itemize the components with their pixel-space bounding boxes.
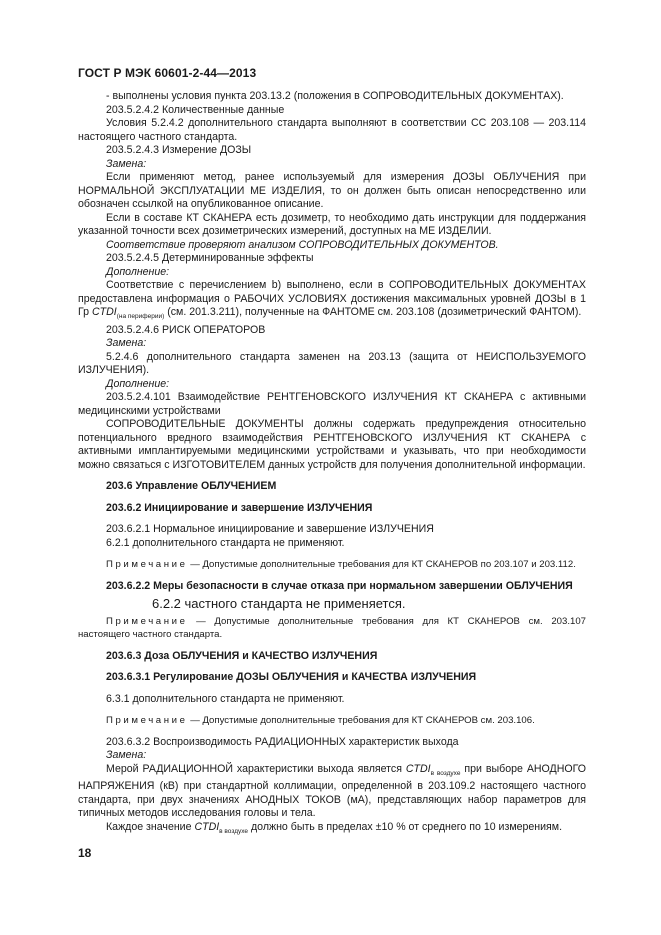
note-label: Примечание [106,715,188,727]
clause-heading: 203.5.2.4.2 Количественные данные [106,103,285,116]
section-heading: 203.6.2 Инициирование и завершение ИЗЛУЧЕНИЯ [106,501,373,514]
clause-heading: 203.5.2.4.5 Детерминированные эффекты [106,252,314,264]
paragraph: 6.2.1 дополнительного стандарта не применяют. [106,536,345,549]
ctdi-subscript: в воздухе [219,827,249,835]
section-heading: 203.6.3 Доза ОБЛУЧЕНИЯ и КАЧЕСТВО ИЗЛУЧЕНИЯ [106,649,378,662]
text-fragment: Каждое значение [106,820,195,833]
paragraph [78,763,586,821]
ctdi-symbol: CTDI [405,762,431,775]
section-heading: 203.6.3.1 Регулирование ДОЗЫ ОБЛУЧЕНИЯ и КАЧЕСТВА ИЗЛУЧЕНИЯ [106,671,477,684]
section-heading: 203.6.2.2 Меры безопасности в случае отказа при нормальном завершении ОБЛУЧЕНИЯ [106,579,573,592]
document-body [78,90,586,838]
replacement-label: Замена: [106,749,147,762]
page-number: 18 [78,846,92,860]
paragraph: Если применяют метод, ранее используемый для измерения ДОЗЫ ОБЛУЧЕНИЯ при НОРМАЛЬНОЙ ЭКСПЛУАТАЦИИ МЕ ИЗДЕЛИЯ, то он должен быть описан непосредственно или обозначен ссылкой на опубликованное описание. [78,171,586,210]
note [78,615,586,642]
addition-label: Дополнение: [106,265,170,278]
note [78,558,586,572]
section-heading: 203.6 Управление ОБЛУЧЕНИЕМ [106,480,277,493]
paragraph [78,821,586,839]
note-label: Примечание [106,559,188,571]
paragraph: Если в составе КТ СКАНЕРА есть дозиметр, то необходимо дать инструкции для поддержания указанной точности всех дозиметрических измерений, доступных на МЕ ИЗДЕЛИИ. [78,211,586,237]
clause-heading: 203.6.2.1 Нормальное инициирование и завершение ИЗЛУЧЕНИЯ [106,523,434,536]
ctdi-symbol: CTDI [194,820,220,833]
clause-heading: 203.5.2.4.101 Взаимодействие РЕНТГЕНОВСКОГО ИЗЛУЧЕНИЯ КТ СКАНЕРА с активными медицинскими устройствами [78,391,586,417]
addition-label: Дополнение: [106,377,170,390]
text-fragment: должно быть в пределах ±10 % от среднего по 10 измерениям. [248,820,563,833]
note-text: — Допустимые дополнительные требования для КТ СКАНЕРОВ см. 203.106. [187,715,535,727]
ctdi-subscript: (на периферии) [116,313,165,321]
replacement-label: Замена: [106,337,147,350]
text-fragment: при выборе АНОДНОГО НАПРЯЖЕНИЯ (кВ) при стандартной коллимации, определенной в 203.109.2 настоящего частного стандарта, при двух значениях АНОДНЫХ ТОКОВ (мА), представляющих набор параметров для типичных методов исследования головы и тела. [78,762,586,820]
compliance-statement: Соответствие проверяют анализом СОПРОВОДИТЕЛЬНЫХ ДОКУМЕНТОВ. [106,238,499,251]
replacement-label: Замена: [106,157,147,170]
clause-heading: 203.6.3.2 Воспроизводимость РАДИАЦИОННЫХ характеристик выхода [106,735,459,748]
ctdi-subscript: в воздухе [430,769,461,777]
text-fragment: Соответствие с перечислением b) выполнено, если в СОПРОВОДИТЕЛЬНЫХ ДОКУМЕНТАХ предоставлена информация о РАБОЧИХ УСЛОВИЯХ достижения максимальных уровней ДОЗЫ в 1 Гр [78,279,586,318]
note-text: — Допустимые дополнительные требования для КТ СКАНЕРОВ см. 203.107 настоящего частного стандарта. [78,615,586,641]
ctdi-symbol: CTDI [91,306,117,318]
paragraph-large: 6.2.2 частного стандарта не применяется. [152,596,406,612]
paragraph: 6.3.1 дополнительного стандарта не применяют. [106,692,345,705]
paragraph [78,279,586,324]
clause-heading: 203.5.2.4.6 РИСК ОПЕРАТОРОВ [106,323,266,336]
note [78,714,586,728]
paragraph: СОПРОВОДИТЕЛЬНЫЕ ДОКУМЕНТЫ должны содержать предупреждения относительно потенциального вредного взаимодействия РЕНТГЕНОВСКОГО ИЗЛУЧЕНИЯ КТ СКАНЕРА с активными имплантируемыми медицинскими устройствами и указывать, что при необходимости можно связаться с ИЗГОТОВИТЕЛЕМ данных устройств для получения дополнительной информации. [78,418,586,471]
text-fragment: (см. 201.3.211), полученные на ФАНТОМЕ см. 203.108 (дозиметрический ФАНТОМ). [164,306,582,318]
note-label: Примечание [106,615,188,627]
text-line: - выполнены условия пункта 203.13.2 (положения в СОПРОВОДИТЕЛЬНЫХ ДОКУМЕНТАХ). [106,90,564,102]
paragraph: Условия 5.2.4.2 дополнительного стандарта выполняют в соответствии CC 203.108 — 203.114 настоящего частного стандарта. [78,117,586,143]
text-fragment: Мерой РАДИАЦИОННОЙ характеристики выхода является [106,762,406,775]
paragraph: 5.2.4.6 дополнительного стандарта заменен на 203.13 (защита от НЕИСПОЛЬЗУЕМОГО ИЗЛУЧЕНИЯ). [78,350,586,377]
note-text: — Допустимые дополнительные требования для КТ СКАНЕРОВ по 203.107 и 203.112. [187,559,576,571]
document-header: ГОСТ Р МЭК 60601-2-44—2013 [78,66,257,80]
clause-heading: 203.5.2.4.3 Измерение ДОЗЫ [106,144,252,156]
